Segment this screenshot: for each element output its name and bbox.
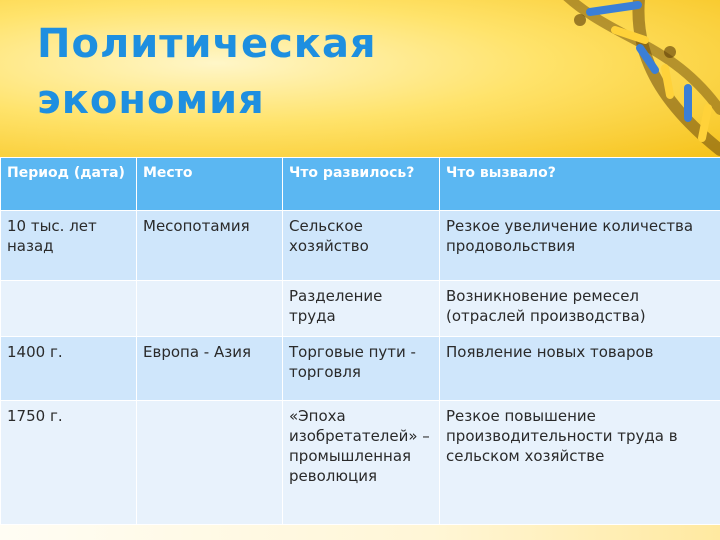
table-cell: Месопотамия bbox=[137, 211, 283, 281]
column-header-what-caused: Что вызвало? bbox=[440, 158, 720, 211]
table-cell: Появление новых товаров bbox=[440, 337, 720, 401]
table-cell: Европа - Азия bbox=[137, 337, 283, 401]
table-cell: 10 тыс. лет назад bbox=[1, 211, 137, 281]
table-row bbox=[1, 401, 720, 525]
page-title: Политическая экономия bbox=[37, 21, 377, 123]
table-cell: «Эпоха изобретателей» – промышленная революция bbox=[283, 401, 440, 525]
column-header-what-developed: Что развилось? bbox=[283, 158, 440, 211]
table-cell bbox=[137, 401, 283, 525]
column-header-period: Период (дата) bbox=[1, 158, 137, 211]
table-cell: Возникновение ремесел (отраслей производства) bbox=[440, 281, 720, 337]
table-row bbox=[1, 337, 720, 401]
table-header-row bbox=[1, 158, 720, 211]
title-banner bbox=[0, 0, 720, 158]
column-header-place: Место bbox=[137, 158, 283, 211]
table-cell: Разделение труда bbox=[283, 281, 440, 337]
table-cell: 1750 г. bbox=[1, 401, 137, 525]
table-cell bbox=[137, 281, 283, 337]
table-cell: Резкое повышение производительности труда в сельском хозяйстве bbox=[440, 401, 720, 525]
table-cell: Резкое увеличение количества продовольствия bbox=[440, 211, 720, 281]
table-cell: 1400 г. bbox=[1, 337, 137, 401]
table-row bbox=[1, 281, 720, 337]
table-cell: Торговые пути - торговля bbox=[283, 337, 440, 401]
table-cell: Сельское хозяйство bbox=[283, 211, 440, 281]
table-cell bbox=[1, 281, 137, 337]
table-row bbox=[1, 211, 720, 281]
dna-helix-icon bbox=[520, 0, 720, 158]
history-table bbox=[0, 157, 720, 525]
